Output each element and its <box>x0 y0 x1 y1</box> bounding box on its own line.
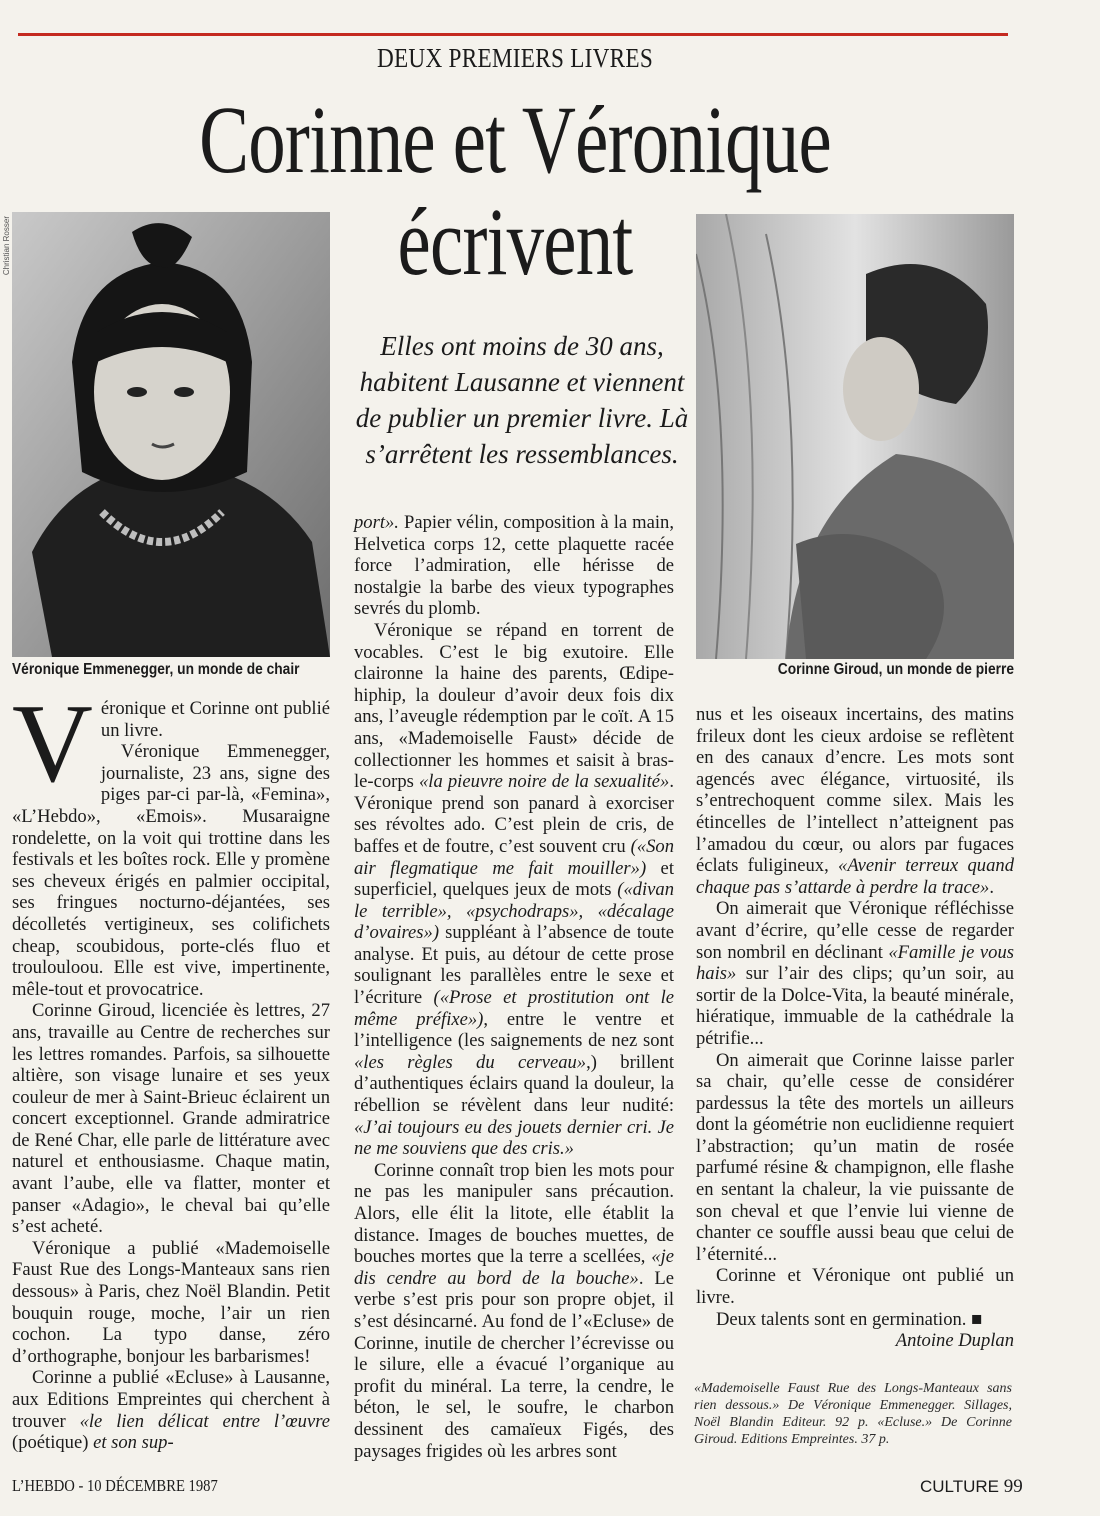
book-references: «Mademoiselle Faust Rue des Longs-Manteaux sans rien dessous.» De Véronique Emmenegger. Sillages, Noël Blandin Editeur. 92 p. «Ecluse.» De Corinne Giroud. Editions Empreintes. 37 p. <box>694 1381 1012 1447</box>
caption-left: Véronique Emmenegger, un monde de chair <box>12 661 300 678</box>
photo-corinne <box>696 214 1014 659</box>
headline-line-1: Corinne et Véronique <box>199 86 831 193</box>
quote: («divan le terrible», «psychodraps», «décalage d’ovaires») <box>354 879 674 944</box>
text: Véronique se répand en torrent de vocables. C’est le big exutoire. Elle claironne la haine des parents, Œdipe-hiphip, la douleur d’avoir deux fois dix ans, l’aveugle rédemption par le coït. A 15 ans, «Mademoiselle Faust» décide de collectionner les hommes et saisit à bras-le-corps <box>354 619 674 793</box>
section-label: CULTURE <box>920 1477 1000 1496</box>
drop-cap: V <box>12 682 93 806</box>
text: éronique et Corinne ont publié un livre. <box>100 698 330 741</box>
author-signature: Antoine Duplan <box>895 1330 1014 1352</box>
quote: («Prose et prostitution ont le même préfixe») <box>354 987 674 1030</box>
paragraph <box>12 1367 330 1453</box>
quote: «J’ai toujours eu des jouets dernier cri. Je ne me souviens que des cris.» <box>354 1116 674 1160</box>
paragraph <box>12 682 330 806</box>
footer-section <box>920 1476 1023 1498</box>
paragraph <box>696 704 1014 898</box>
quote: «Famille je vous hais» <box>696 941 1014 985</box>
headline-line-2: écrivent <box>397 188 633 295</box>
text: ,) brillent d’authentiques éclairs quand la douleur, la rébellion se révèlent dans leur nudité: <box>354 1051 674 1117</box>
article-deck: Elles ont moins de 30 ans, habitent Lausanne et viennent de publier un premier livre. Là s’arrêtent les ressemblances. <box>355 331 689 469</box>
text: , entre le ventre et l’intelligence (les saignements de nez sont <box>354 1008 674 1052</box>
paragraph <box>354 620 674 1160</box>
quote: («Son air flegmatique me fait mouiller») <box>354 835 674 879</box>
quote: «Avenir terreux quand chaque pas s’attarde à perdre la trace» <box>696 855 1014 898</box>
photo-veronique <box>12 212 330 657</box>
quote: et son sup- <box>93 1432 174 1454</box>
paragraph: Corinne et Véronique ont publié un livre. <box>696 1265 1014 1309</box>
text: (poétique) <box>12 1432 94 1454</box>
paragraph: Deux talents sont en germination. ■ <box>716 1308 983 1330</box>
text: Corinne connaît trop bien les mots pour ne pas les manipuler sans précaution. Alors, elle élit la litote, elle établit la distance. Images de bouches muettes, de bouches mortes que la terre a scellées, <box>354 1159 674 1268</box>
text: suppléant à l’absence de toute analyse. Et puis, au détour de cette prose soulignant les parallèles entre le sexe et l’écriture <box>354 922 674 1009</box>
text: nus et les oiseaux incertains, des matins frileux dont les cieux ardoise se reflètent en des canaux d’encre. Les mots sont agencés avec élégance, virtuosité, ils s’entrechoquent comme silex. Mais les étincelles de l’intellect n’atteignent pas l’amadou du cœur, ou alors par fugaces éclats fuligineux, <box>696 704 1014 877</box>
text: . <box>989 876 994 898</box>
text: On aimerait que Véronique réfléchisse avant d’écrire, qu’elle cesse de regarder son nombril en déclinant <box>696 898 1014 963</box>
caption-right: Corinne Giroud, un monde de pierre <box>777 661 1014 678</box>
paragraph: Véronique a publié «Mademoiselle Faust Rue des Longs-Manteaux sans rien dessous» à Paris, chez Noël Blandin. Petit bouquin rouge, moche, l’air un rien cochon. La typo danse, zéro d’orthographe, bonjour les barbarismes! <box>12 1237 330 1367</box>
top-rule <box>18 33 1008 36</box>
section-kicker: DEUX PREMIERS LIVRES <box>376 43 654 73</box>
quote: «la pieuvre noire de la sexualité» <box>419 771 670 793</box>
text: Corinne a publié «Ecluse» à Lausanne, aux Editions Empreintes qui cherchent à trouver <box>12 1367 330 1432</box>
paragraph: On aimerait que Corinne laisse parler sa chair, qu’elle cesse de considérer pardessus la tête des mortels un ailleurs dont la géométrie non euclidienne requiert l’abstraction; qu’un matin de rosée parfumé résine & champignon, elle flashe en sentant la chaleur, la vie puissante de son cheval et que l’envie lui vienne de chanter ce souffle aussi beau que celui de l’éternité... <box>696 1049 1014 1265</box>
column-3 <box>696 704 1014 1352</box>
page-number: 99 <box>1003 1476 1023 1497</box>
paragraph: Corinne Giroud, licenciée ès lettres, 27 ans, travaille au Centre de recherches sur les lettres romandes. Parfois, sa silhouette altière, son visage lunaire et ses yeux couleur de mer à Saint-Brieuc éclairent un concert exceptionnel. Grande admiratrice de René Char, elle parle de littérature avec naturel et enthousiasme. Chaque matin, avant l’aube, elle va flatter, monter et panser «Adagio», le cheval bai qu’elle s’est acheté. <box>12 1000 330 1238</box>
text: et superficiel, quelques jeux de mots <box>354 857 674 901</box>
column-1 <box>12 682 330 1454</box>
quote: port». <box>354 512 399 533</box>
column-2 <box>354 512 674 1462</box>
text: sur l’air des clips; qu’un soir, au sortir de la Dolce-Vita, la beauté minérale, hiératique, immuable de la cathédrale la pétrifie... <box>696 963 1014 1049</box>
quote: «je dis cendre au bord de la bouche» <box>354 1246 674 1289</box>
quote: «les règles du cerveau» <box>354 1051 587 1073</box>
footer-issue: L’HEBDO - 10 DÉCEMBRE 1987 <box>12 1476 218 1495</box>
text: . Le verbe s’est pris pour son propre objet, il s’est désincarné. Au fond de l’«Ecluse» de Corinne, inutile de chercher l’écrevisse ou le silure, elle a évacué l’organique au profit du minéral. La terre, la cendre, le béton, le sel, le soufre, le charbon dessinent des camaïeux Figés, des paysages frigides où les arbres sont <box>354 1267 674 1462</box>
photo-credit: Christian Rosser <box>2 216 11 276</box>
text: Papier vélin, composition à la main, Helvetica corps 12, cette plaquette racée force l’admiration, elle hérisse de nostalgie la barbe des vieux typographes sevrés du plomb. <box>354 512 674 620</box>
paragraph <box>354 512 674 620</box>
quote: «le lien délicat entre l’œuvre <box>79 1410 330 1432</box>
text: . Véronique prend son panard à exorciser ses révoltes ado. C’est plein de cris, de baffes et de foutre, c’est souvent cru <box>354 771 674 857</box>
paragraph: Véronique Emmenegger, journaliste, 23 ans, signe des piges par-ci par-là, «Femina», «L’Hebdo», «Emois». Musaraigne rondelette, on la voit qui trottine dans les festivals et les boîtes rock. Elle y promène ses cheveux érigés en palmier occipital, ses fringues nocturno-déjantées, ses décolletés vertigineux, ses colifichets cheap, scoubidous, porte-clés fluo et troulouloou. Elle est vive, impertinente, mêle-tout et provocatrice. <box>12 741 330 1000</box>
paragraph <box>354 1160 674 1462</box>
paragraph <box>696 898 1014 1049</box>
